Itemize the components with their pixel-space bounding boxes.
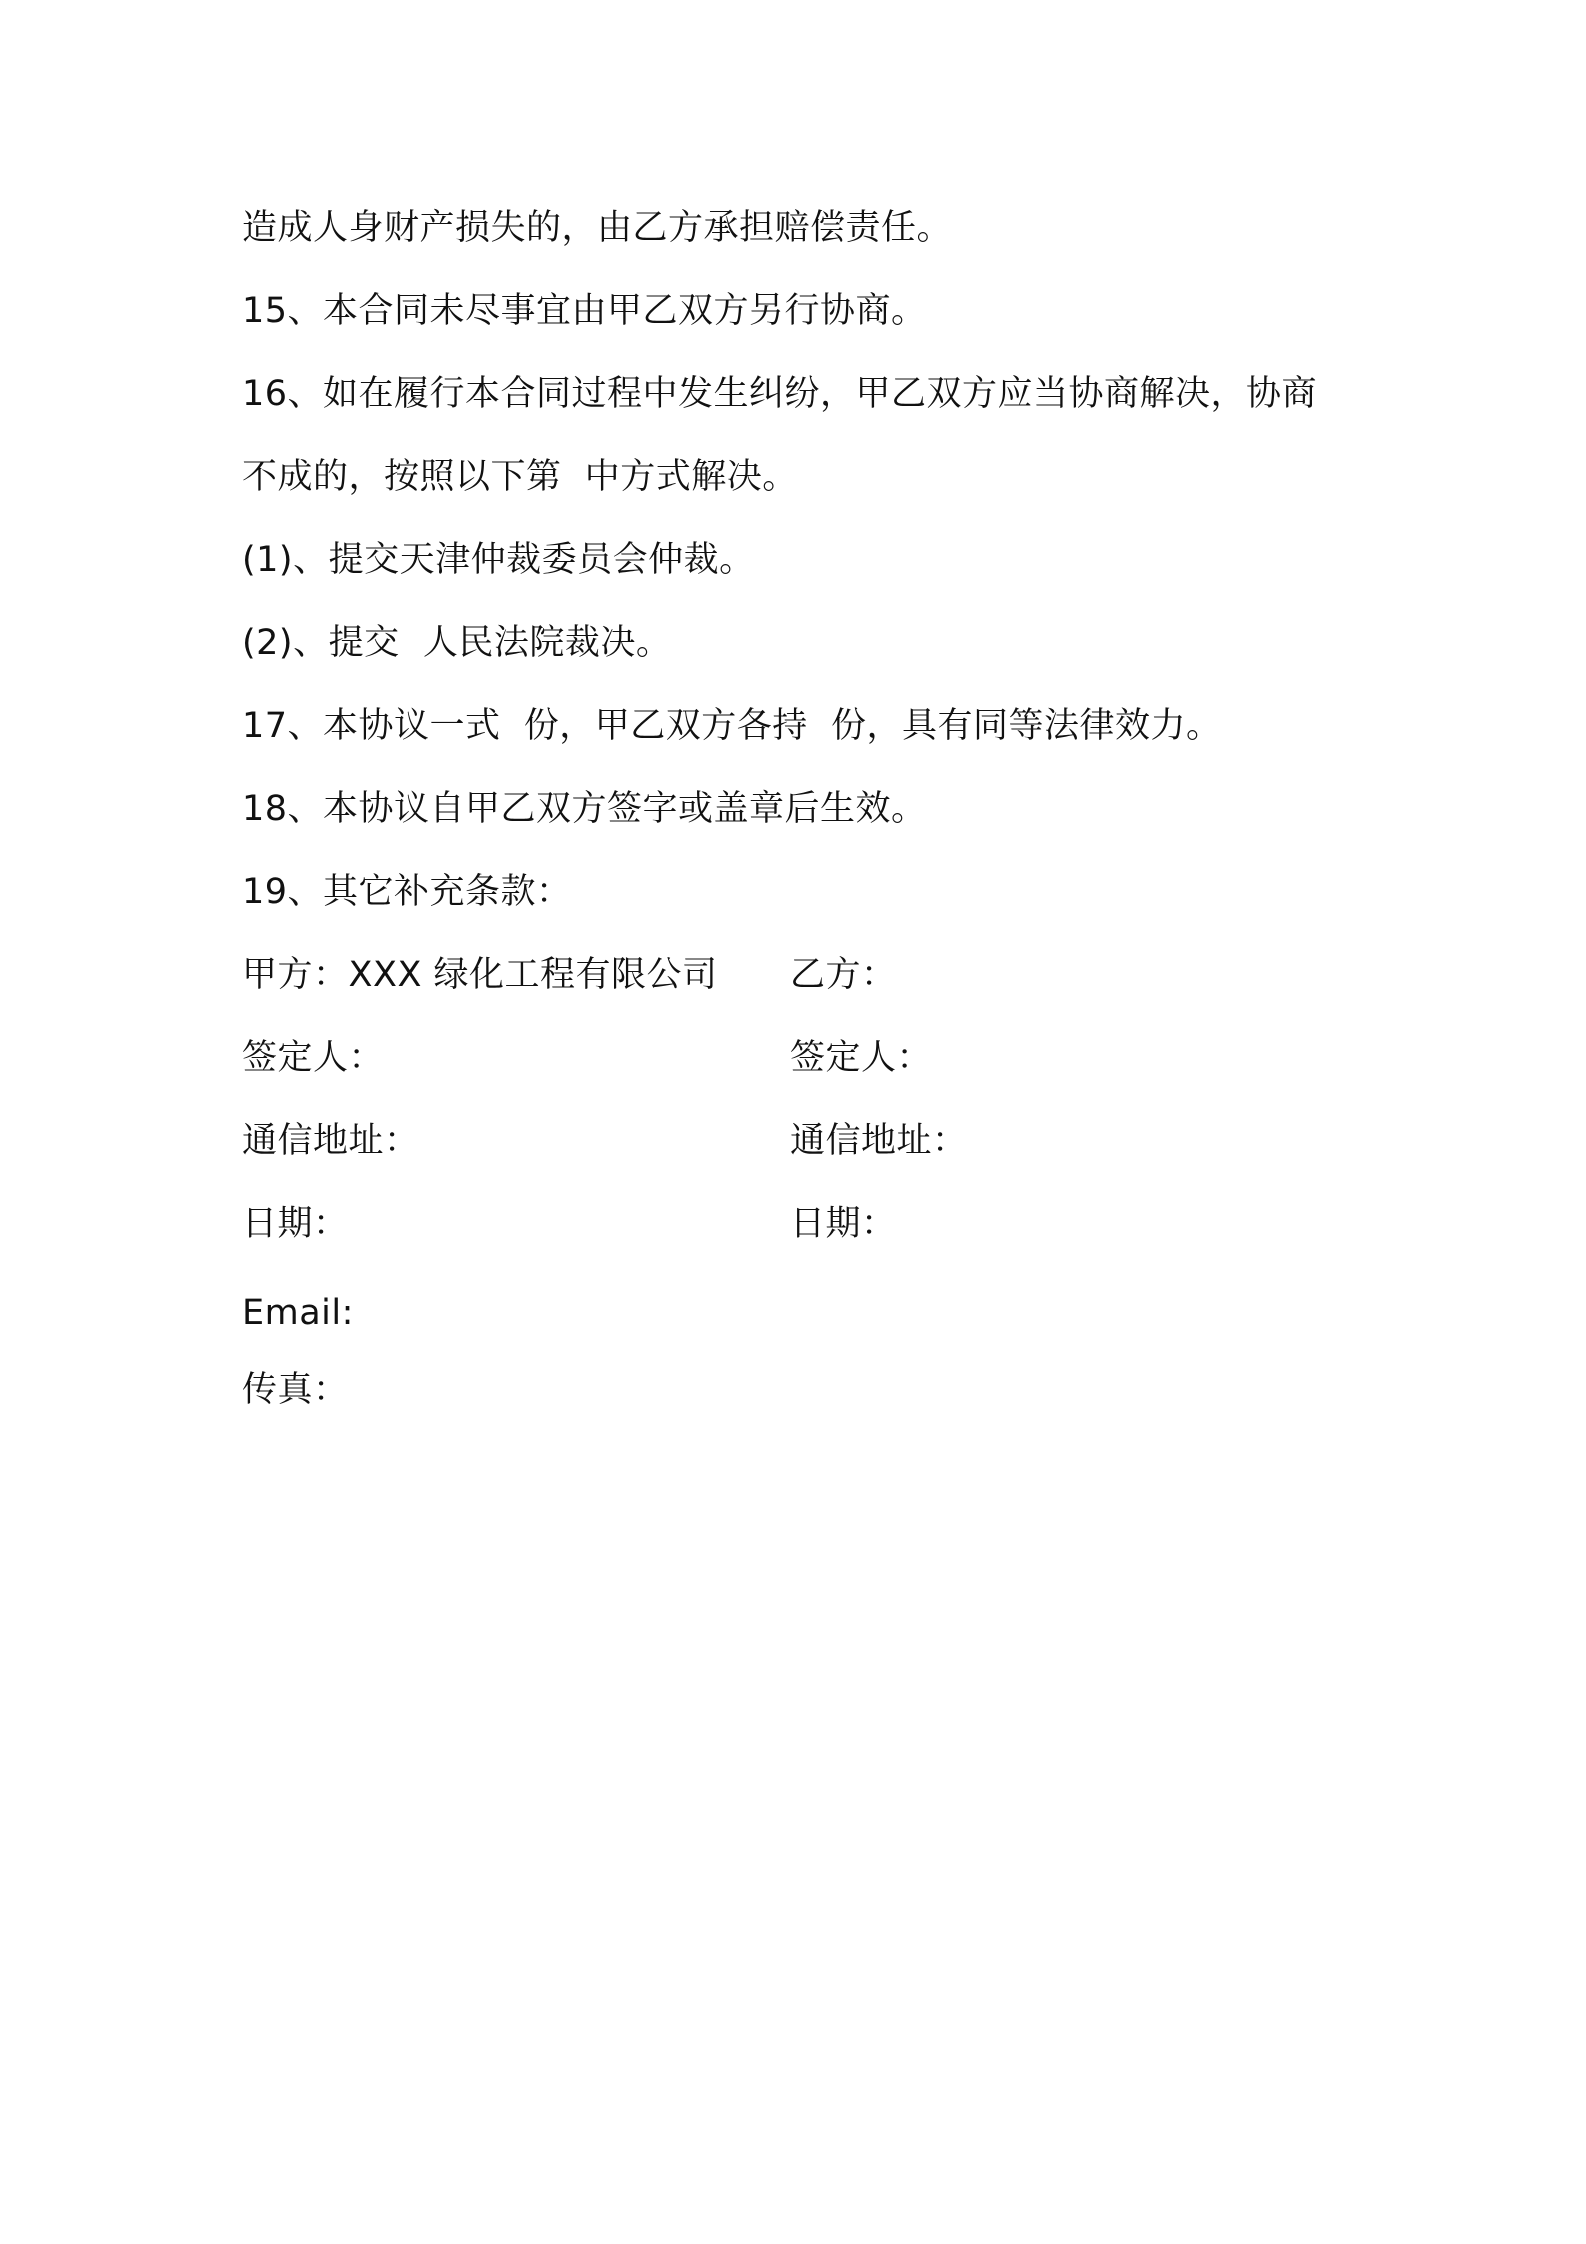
clause-16-option-2: (2)、提交 人民法院裁决。	[242, 623, 672, 663]
signer-b-label: 签定人：	[790, 1038, 933, 1078]
clause-16-continuation: 不成的，按照以下第 中方式解决。	[242, 457, 798, 497]
clause-19: 19、其它补充条款：	[242, 872, 572, 912]
clause-15: 15、本合同未尽事宜由甲乙双方另行协商。	[242, 291, 927, 331]
signer-a-label: 签定人：	[242, 1038, 385, 1078]
date-a-label: 日期：	[242, 1204, 349, 1244]
address-a-label: 通信地址：	[242, 1121, 420, 1161]
email-label: Email:	[242, 1293, 354, 1333]
party-a-label: 甲方：XXX 绿化工程有限公司	[242, 955, 718, 995]
clause-16: 16、如在履行本合同过程中发生纠纷，甲乙双方应当协商解决，协商	[242, 374, 1318, 414]
clause-18: 18、本协议自甲乙双方签字或盖章后生效。	[242, 789, 927, 829]
clause-17: 17、本协议一式 份，甲乙双方各持 份，具有同等法律效力。	[242, 706, 1222, 746]
address-b-label: 通信地址：	[790, 1121, 968, 1161]
clause-14-continuation: 造成人身财产损失的，由乙方承担赔偿责任。	[242, 208, 953, 248]
fax-label: 传真：	[242, 1370, 349, 1410]
date-b-label: 日期：	[790, 1204, 897, 1244]
party-b-label: 乙方：	[790, 955, 897, 995]
clause-16-option-1: (1)、提交天津仲裁委员会仲裁。	[242, 540, 755, 580]
